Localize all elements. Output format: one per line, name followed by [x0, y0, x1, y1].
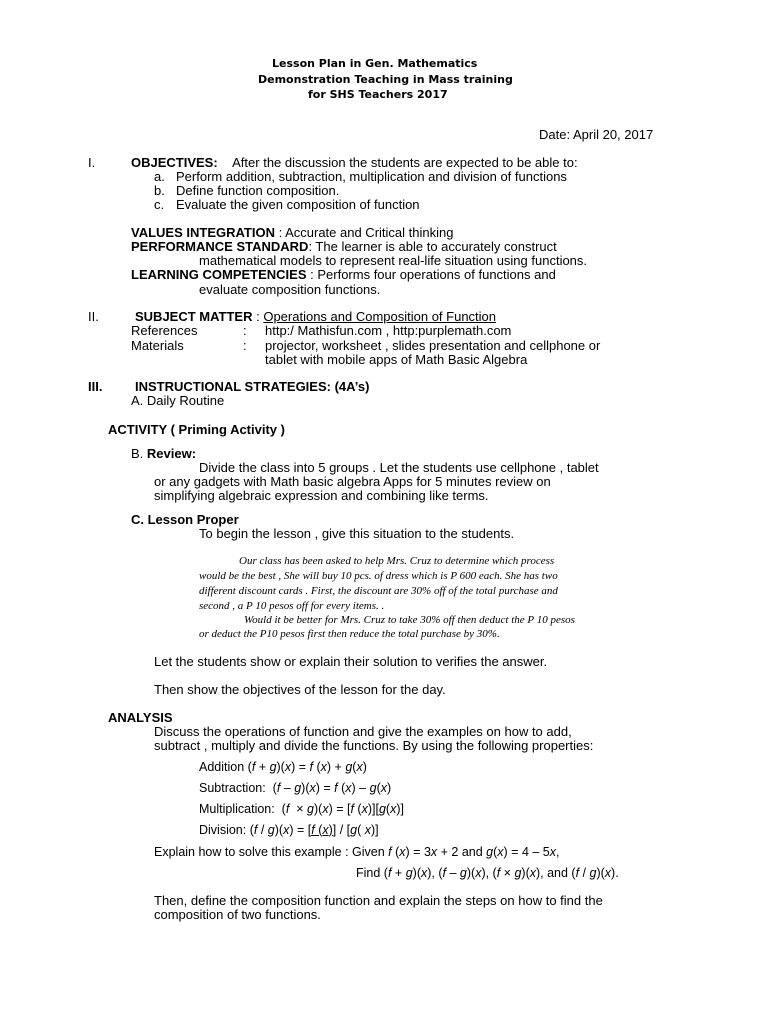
addition-label: Addition — [199, 760, 245, 774]
situation-text: or deduct the P10 pesos first then reduce the total purchase by 30%. — [199, 628, 500, 640]
review-text-cont: or any gadgets with Math basic algebra Apps for 5 minutes review on — [154, 474, 551, 489]
strategies-heading: INSTRUCTIONAL STRATEGIES: (4A’s) — [135, 379, 370, 394]
competencies-label: LEARNING COMPETENCIES — [131, 267, 307, 282]
explain-label: Explain how to solve this example : Given — [154, 845, 385, 859]
review-text: Divide the class into 5 groups . Let the students use cellphone , tablet — [199, 460, 599, 475]
references-label: References — [131, 323, 198, 338]
section-number: II. — [88, 309, 99, 324]
division-label: Division: — [199, 823, 247, 837]
header-title: Lesson Plan in Gen. Mathematics — [272, 57, 478, 70]
references-text: http:/ Mathisfun.com , http:purplemath.com — [265, 323, 512, 338]
subtraction-label: Subtraction: — [199, 781, 266, 795]
multiplication-property: Multiplication: (f × g)(x) = [f (x)][g(x)] — [199, 802, 404, 816]
objectives-label: OBJECTIVES: — [131, 155, 218, 170]
lesson-proper-heading: C. Lesson Proper — [131, 512, 239, 527]
materials-text-cont: tablet with mobile apps of Math Basic Algebra — [265, 352, 528, 367]
header-subtitle-2: for SHS Teachers 2017 — [308, 88, 448, 101]
objective-letter: c. — [154, 197, 165, 212]
analysis-heading: ANALYSIS — [108, 710, 173, 725]
subtraction-property: Subtraction: (f – g)(x) = f (x) – g(x) — [199, 781, 392, 795]
section-number: I. — [88, 155, 96, 170]
subject-label: SUBJECT MATTER — [135, 309, 253, 324]
header-subtitle: Demonstration Teaching in Mass training — [258, 73, 513, 86]
review-text-cont: simplifying algebraic expression and combining like terms. — [154, 488, 489, 503]
values-label: VALUES INTEGRATION — [131, 225, 275, 240]
objective-item: Define function composition. — [176, 183, 340, 198]
analysis-text-cont: subtract , multiply and divide the functions. By using the following properties: — [154, 738, 594, 753]
materials-text: projector, worksheet , slides presentation and cellphone or — [265, 338, 601, 353]
performance-text-cont: mathematical models to represent real-life situation using functions. — [199, 253, 588, 268]
multiplication-label: Multiplication: — [199, 802, 275, 816]
example-given: Explain how to solve this example : Given f (x) = 3x + 2 and g(x) = 4 – 5x, — [154, 845, 560, 859]
objective-letter: a. — [154, 169, 165, 184]
competencies-text: : Performs four operations of functions and — [306, 267, 556, 282]
show-objectives-text: Then show the objectives of the lesson for the day. — [154, 682, 446, 697]
daily-routine: A. Daily Routine — [131, 393, 225, 408]
performance-label: PERFORMANCE STANDARD — [131, 239, 309, 254]
objective-letter: b. — [154, 183, 165, 198]
section-number: III. — [88, 379, 103, 394]
division-property: Division: (f / g)(x) = [f (x)] / [g( x)] — [199, 823, 379, 837]
review-heading — [131, 446, 196, 461]
situation-text: different discount cards . First, the discount are 30% off of the total purchase and — [199, 585, 558, 597]
learning-competencies — [131, 267, 556, 282]
references-colon: : — [243, 323, 247, 338]
situation-text: Our class has been asked to help Mrs. Cruz to determine which process — [239, 555, 555, 567]
performance-standard — [131, 239, 557, 254]
materials-colon: : — [243, 338, 247, 353]
find-label: Find — [356, 866, 381, 880]
values-integration — [131, 225, 453, 240]
lesson-date: Date: April 20, 2017 — [539, 127, 654, 142]
addition-property: Addition (f + g)(x) = f (x) + g(x) — [199, 760, 367, 774]
review-letter: B. — [131, 446, 144, 461]
objective-item: Perform addition, subtraction, multiplication and division of functions — [176, 169, 567, 184]
objectives-intro: After the discussion the students are expected to be able to: — [232, 155, 578, 170]
situation-text: would be the best , She will buy 10 pcs. of dress which is P 600 each. She has two — [199, 570, 558, 582]
subject-topic: Operations and Composition of Function — [263, 309, 497, 324]
activity-heading: ACTIVITY ( Priming Activity ) — [108, 422, 285, 437]
objectives-heading — [131, 155, 578, 170]
objective-item: Evaluate the given composition of function — [176, 197, 420, 212]
lesson-intro: To begin the lesson , give this situation to the students. — [199, 526, 515, 541]
values-text: : Accurate and Critical thinking — [274, 225, 454, 240]
review-label: Review: — [146, 446, 197, 461]
subject-separator: : — [252, 309, 264, 324]
explain-solution-text: Let the students show or explain their solution to verifies the answer. — [154, 654, 548, 669]
situation-text: Would it be better for Mrs. Cruz to take 30% off then deduct the P 10 pesos — [244, 614, 575, 626]
composition-text: Then, define the composition function and explain the steps on how to find the — [154, 893, 603, 908]
situation-text: second , a P 10 pesos off for every items. . — [199, 600, 385, 612]
example-find: Find (f + g)(x), (f – g)(x), (f × g)(x), and (f / g)(x). — [356, 866, 619, 880]
analysis-text: Discuss the operations of function and give the examples on how to add, — [154, 724, 572, 739]
subject-matter — [135, 309, 496, 324]
materials-label: Materials — [131, 338, 184, 353]
competencies-text-cont: evaluate composition functions. — [199, 282, 381, 297]
performance-text: : The learner is able to accurately construct — [308, 239, 557, 254]
composition-text-cont: composition of two functions. — [154, 907, 321, 922]
